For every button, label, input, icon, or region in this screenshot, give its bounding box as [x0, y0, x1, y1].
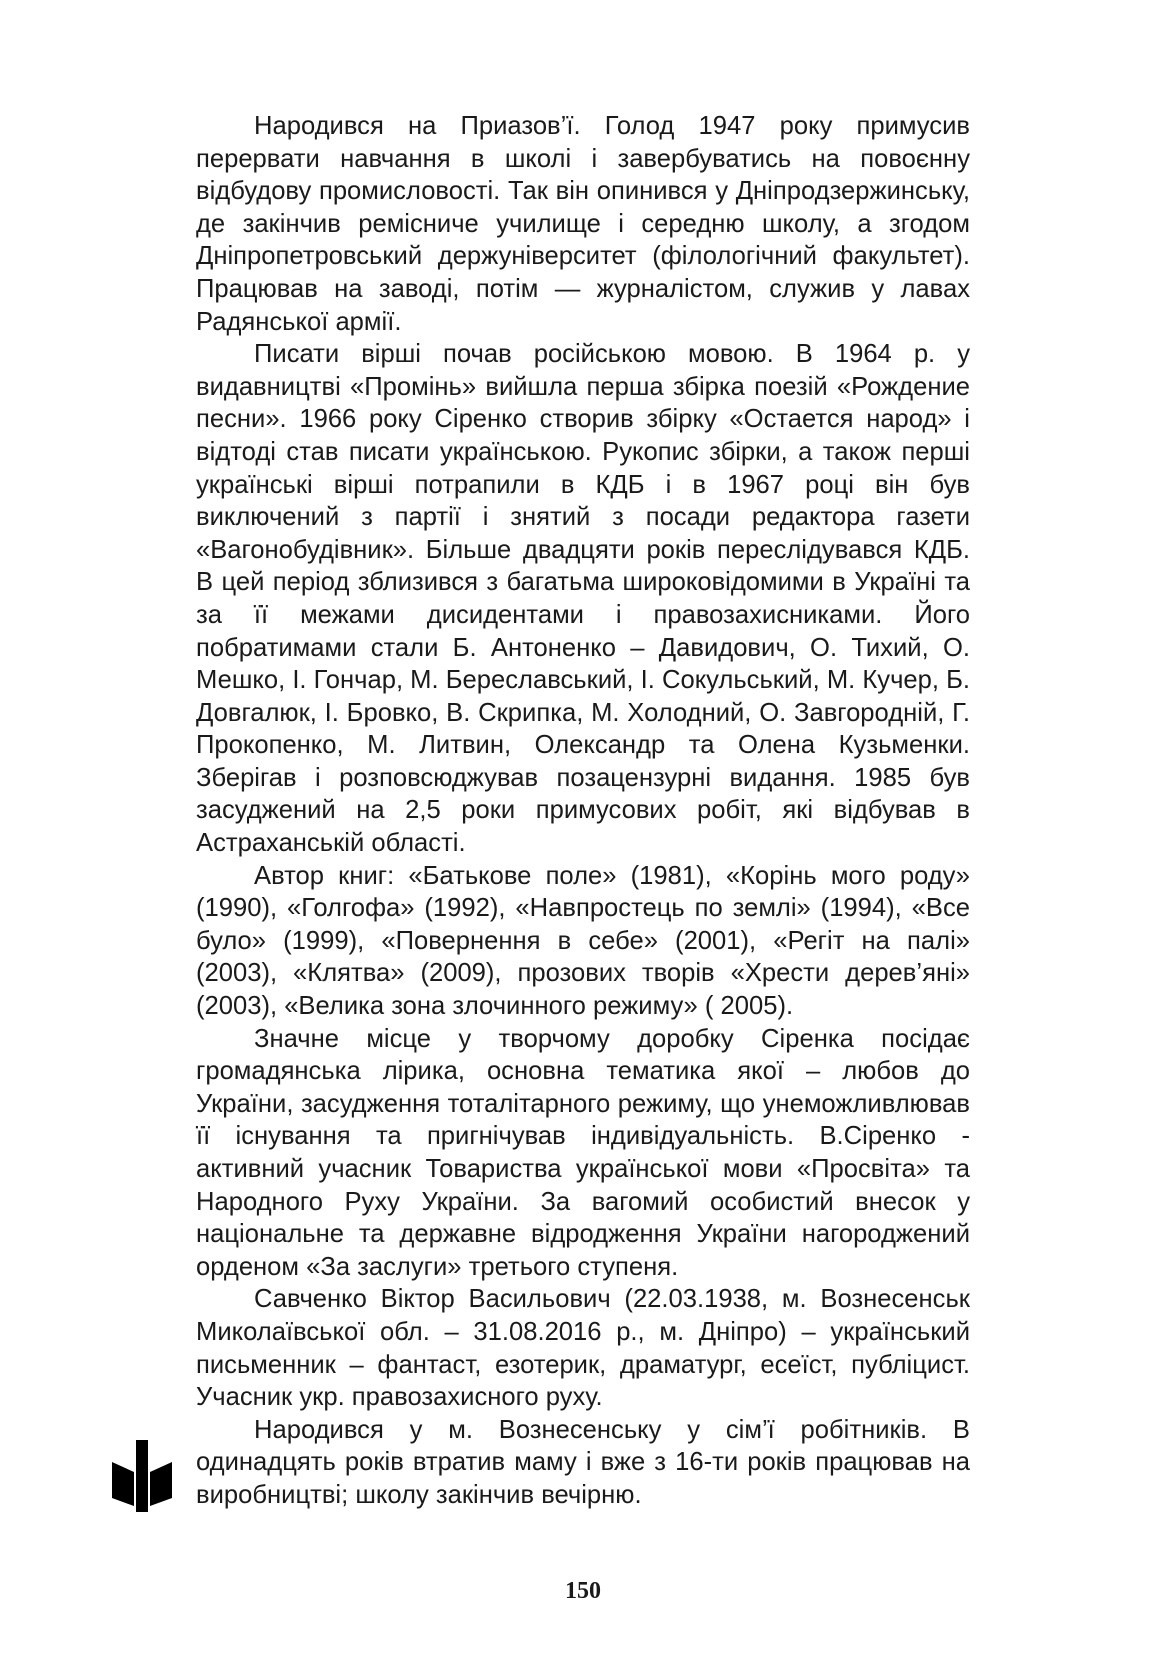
- paragraph-savchenko-intro: Савченко Віктор Васильович (22.03.1938, м. Вознесенськ Миколаївської обл. – 31.08.2016 р., м. Дніпро) – український письменник – фантаст, езотерик, драматург, есеїст, публіцист. Учасник укр. правозахисного руху.: [196, 1285, 970, 1412]
- paragraph-civic-lyrics: Значне місце у творчому доробку Сіренка посідає громадянська лірика, основна тематика якої – любов до України, засудження тоталітарного режиму, що унеможливлював її існування та пригнічував індивідуальність. В.Сіренко - активний учасник Товариства української мови «Просвіта» та Народного Руху України. За вагомий особистий внесок у національне та державне відродження України нагороджений орденом «За заслуги» третього ступеня.: [196, 1024, 970, 1281]
- body-text: [196, 110, 970, 1512]
- paragraph-savchenko-birth: Народився у м. Вознесенську у сім’ї робітників. В одинадцять років втратив маму і вже з 16-ти років працював на виробництві; школу закінчив вечірню.: [196, 1415, 970, 1509]
- paragraph-works-list: Автор книг: «Батькове поле» (1981), «Корінь мого роду» (1990), «Голгофа» (1992), «Навпростець по землі» (1994), «Все було» (1999), «Повернення в себе» (2001), «Регіт на палі» (2003), «Клятва» (2009), прозових творів «Хрести дерев’яні» (2003), «Велика зона злочинного режиму» ( 2005).: [196, 861, 970, 1021]
- paragraph-poetry-dissident: Писати вірші почав російською мовою. В 1964 р. у видавництві «Промінь» вийшла перша збірка поезій «Рождение песни». 1966 року Сіренко створив збірку «Остается народ» і відтоді став писати українською. Рукопис збірки, а також перші українські вірші потрапили в КДБ і в 1967 році він був виключений з партії і знятий з посади редактора газети «Вагонобудівник». Більше двадцяти років переслідувався КДБ. В цей період зблизився з багатьма широковідомими в Україні та за її межами дисидентами і правозахисниками. Його побратимами стали Б. Антоненко – Давидович, О. Тихий, О. Мешко, І. Гончар, М. Береславський, І. Сокульський, М. Кучер, Б. Довгалюк, І. Бровко, В. Скрипка, М. Холодний, О. Завгородній, Г. Прокопенко, М. Литвин, Олександр та Олена Кузьменки. Зберігав і розповсюджував позацензурні видання. 1985 був засуджений на 2,5 роки примусових робіт, які відбував в Астраханській області.: [196, 340, 970, 858]
- page-number: 150: [565, 1578, 601, 1604]
- emblem-icon: [112, 1440, 172, 1512]
- paragraph-biography-early: Народився на Приазов’ї. Голод 1947 року примусив перервати навчання в школі і завербуватись на повоєнну відбудову промисловості. Так він опинився у Дніпродзержинську, де закінчив ремісниче училище і середню школу, а згодом Дніпропетровський держуніверситет (філологічний факультет). Працював на заводі, потім — журналістом, служив у лавах Радянської армії.: [196, 112, 970, 336]
